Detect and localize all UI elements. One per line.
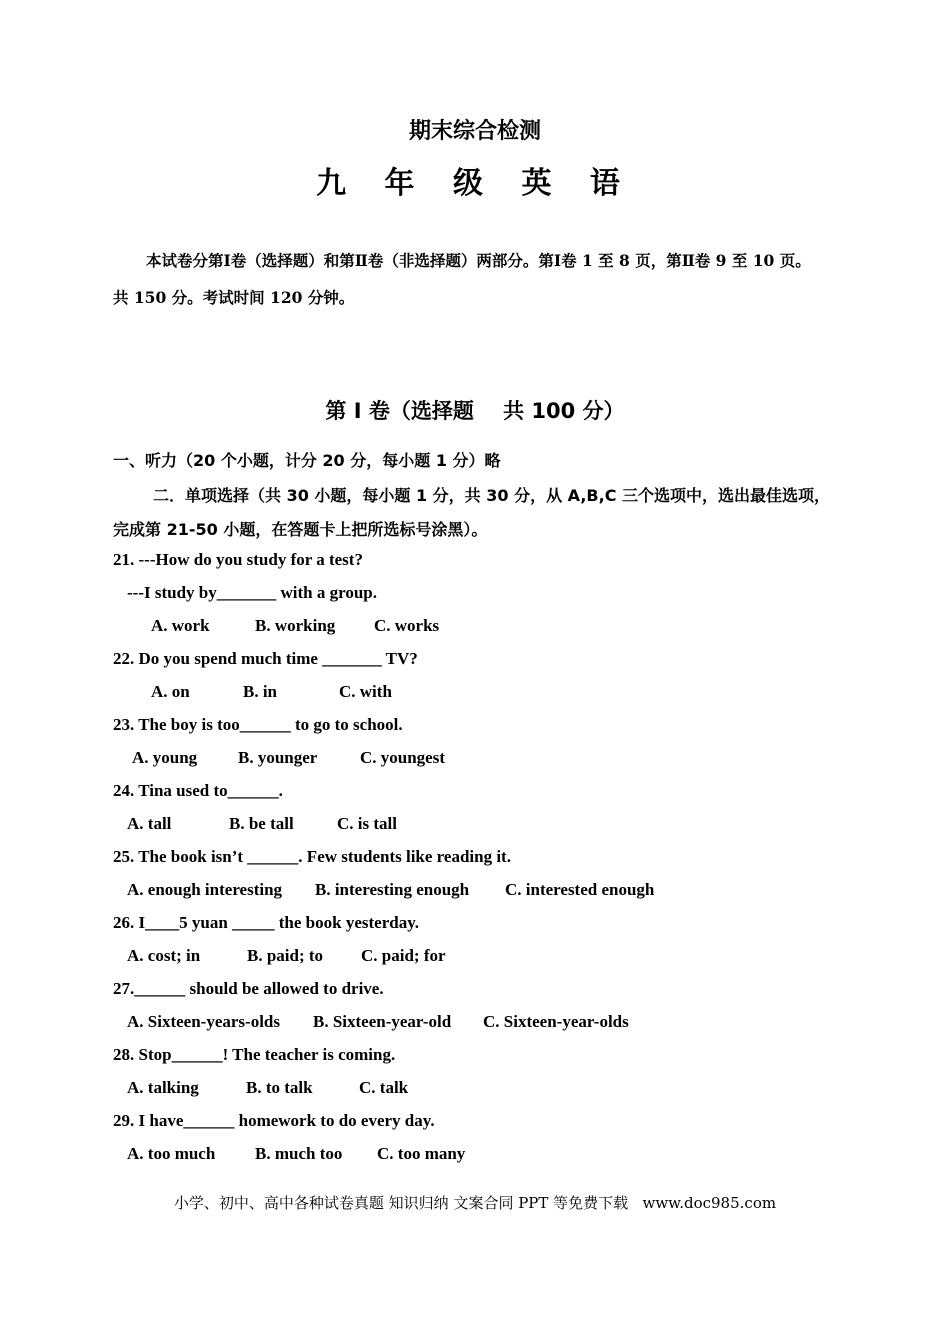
question-stem: 21. ---How do you study for a test? bbox=[113, 550, 363, 569]
option-a: A. too much bbox=[127, 1144, 216, 1163]
option-c: C. interested enough bbox=[505, 880, 655, 899]
option-c: C. paid; for bbox=[361, 946, 446, 965]
option-c: C. Sixteen-year-olds bbox=[483, 1012, 629, 1031]
exam-title: 期末综合检测 bbox=[408, 119, 541, 144]
option-b: B. interesting enough bbox=[315, 880, 470, 899]
option-c: C. youngest bbox=[360, 748, 446, 767]
question-stem: 28. Stop______! The teacher is coming. bbox=[113, 1045, 396, 1064]
option-b: B. much too bbox=[255, 1144, 343, 1163]
option-b: B. to talk bbox=[246, 1078, 313, 1097]
question-stem-answer: ---I study by_______ with a group. bbox=[127, 583, 378, 602]
exam-subject: 九 年 级 英 语 bbox=[316, 166, 634, 201]
question-stem: 27.______ should be allowed to drive. bbox=[113, 979, 384, 998]
option-b: B. working bbox=[255, 616, 336, 635]
question-stem: 22. Do you spend much time _______ TV? bbox=[113, 649, 418, 668]
option-b: B. Sixteen-year-old bbox=[313, 1012, 452, 1031]
option-c: C. with bbox=[339, 682, 392, 701]
question-stem: 23. The boy is too______ to go to school. bbox=[113, 715, 403, 734]
option-b: B. be tall bbox=[229, 814, 294, 833]
option-b: B. in bbox=[243, 682, 278, 701]
option-b: B. younger bbox=[238, 748, 318, 767]
part2-instruction-line-2: 完成第 21-50 小题，在答题卡上把所选标号涂黑）。 bbox=[113, 520, 488, 539]
option-a: A. tall bbox=[127, 814, 172, 833]
question-stem: 26. I____5 yuan _____ the book yesterday. bbox=[113, 913, 420, 932]
option-a: A. on bbox=[151, 682, 190, 701]
option-a: A. Sixteen-years-olds bbox=[127, 1012, 280, 1031]
question-stem: 25. The book isn’t ______. Few students like reading it. bbox=[113, 847, 511, 866]
section-title: 第 Ⅰ 卷（选择题 共 100 分） bbox=[325, 399, 625, 423]
part1-listening: 一、听力（20 个小题，计分 20 分，每小题 1 分）略 bbox=[113, 451, 501, 470]
question-stem: 24. Tina used to______. bbox=[113, 781, 283, 800]
part2-instruction-line-1: 二．单项选择（共 30 小题，每小题 1 分，共 30 分，从 A,B,C 三个选项中，选出最佳选项， bbox=[153, 486, 831, 505]
intro-line-1: 本试卷分第Ⅰ卷（选择题）和第Ⅱ卷（非选择题）两部分。第Ⅰ卷 1 至 8 页，第Ⅱ卷 9 至 10 页。 bbox=[146, 251, 811, 270]
option-c: C. works bbox=[374, 616, 440, 635]
option-c: C. is tall bbox=[337, 814, 397, 833]
intro-line-2: 共 150 分。考试时间 120 分钟。 bbox=[113, 288, 355, 307]
option-a: A. cost; in bbox=[127, 946, 201, 965]
option-b: B. paid; to bbox=[247, 946, 324, 965]
page-footer: 小学、初中、高中各种试卷真题 知识归纳 文案合同 PPT 等免费下载 www.doc985.com bbox=[173, 1194, 777, 1212]
option-a: A. young bbox=[132, 748, 198, 767]
option-c: C. talk bbox=[359, 1078, 409, 1097]
option-a: A. talking bbox=[127, 1078, 199, 1097]
option-a: A. work bbox=[151, 616, 210, 635]
question-stem: 29. I have______ homework to do every day. bbox=[113, 1111, 435, 1130]
option-a: A. enough interesting bbox=[127, 880, 283, 899]
option-c: C. too many bbox=[377, 1144, 466, 1163]
